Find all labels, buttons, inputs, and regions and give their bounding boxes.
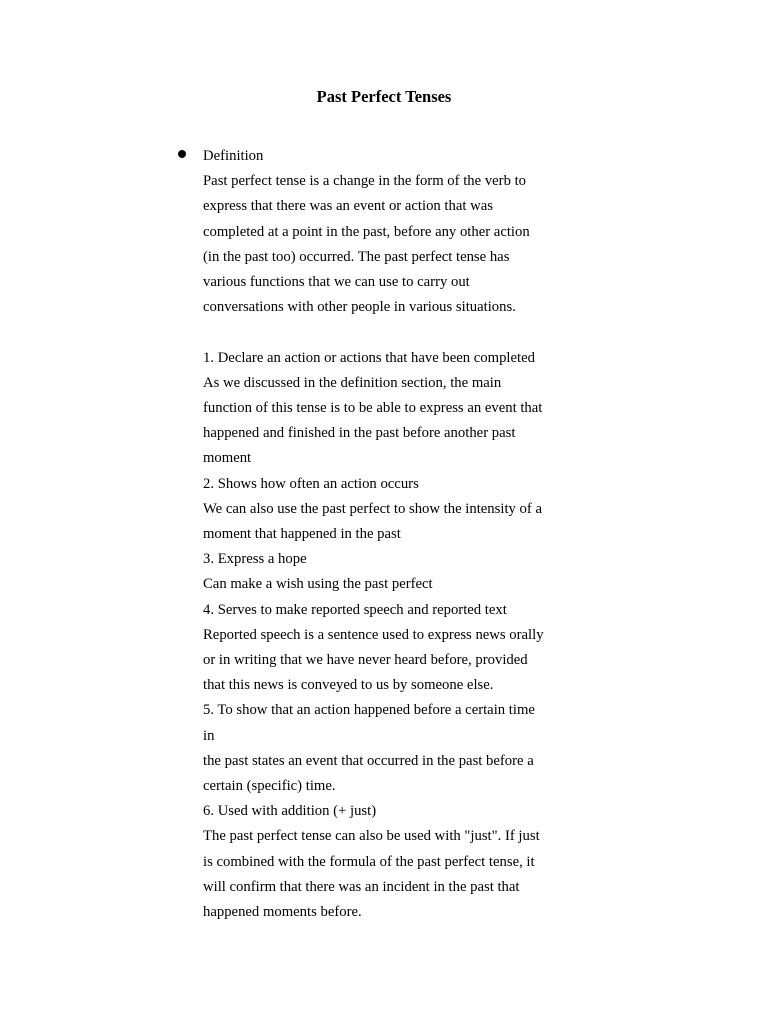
body-text-line: the past states an event that occurred in the past before a	[203, 752, 534, 769]
body-text-line: conversations with other people in various situations.	[203, 299, 516, 316]
body-text-line: will confirm that there was an incident in the past that	[203, 878, 520, 895]
bullet-icon	[178, 150, 186, 158]
body-text-line: Past perfect tense is a change in the form of the verb to	[203, 173, 527, 190]
body-text-line: happened and finished in the past before another past	[203, 425, 516, 442]
body-text-line: The past perfect tense can also be used with "just". If just	[203, 828, 540, 845]
body-text-line: 2. Shows how often an action occurs	[203, 475, 419, 492]
body-text-line: As we discussed in the definition section, the main	[203, 374, 502, 391]
body-text-line: We can also use the past perfect to show the intensity of a	[203, 500, 542, 517]
body-text-line: Can make a wish using the past perfect	[203, 576, 433, 593]
body-text-line: function of this tense is to be able to express an event that	[203, 400, 543, 416]
body-text-line: is combined with the formula of the past perfect tense, it	[203, 853, 535, 870]
body-text-line: 6. Used with addition (+ just)	[203, 803, 377, 820]
body-text-line: various functions that we can use to carry out	[203, 274, 470, 290]
body-text-line: completed at a point in the past, before any other action	[203, 223, 530, 240]
body-text-line: in	[203, 727, 215, 744]
body-text-line: 5. To show that an action happened before a certain time	[203, 702, 535, 719]
body-text-line: happened moments before.	[203, 904, 362, 920]
body-text-line: that this news is conveyed to us by someone else.	[203, 677, 494, 694]
body-text-line: 3. Express a hope	[203, 551, 307, 568]
body-text-line: or in writing that we have never heard before, provided	[203, 652, 528, 668]
body-text-line: 4. Serves to make reported speech and reported text	[203, 601, 507, 618]
body-text-line: moment that happened in the past	[203, 526, 401, 542]
body-text-line: express that there was an event or action that was	[203, 198, 493, 215]
section-heading-definition: Definition	[203, 148, 264, 164]
page-title: Past Perfect Tenses	[316, 87, 452, 106]
body-text-line: Reported speech is a sentence used to express news orally	[203, 626, 544, 643]
body-text-line: moment	[203, 450, 252, 467]
body-text-line: certain (specific) time.	[203, 778, 336, 794]
body-text-line: (in the past too) occurred. The past perfect tense has	[203, 248, 510, 265]
body-text-line: 1. Declare an action or actions that have been completed	[203, 349, 535, 366]
